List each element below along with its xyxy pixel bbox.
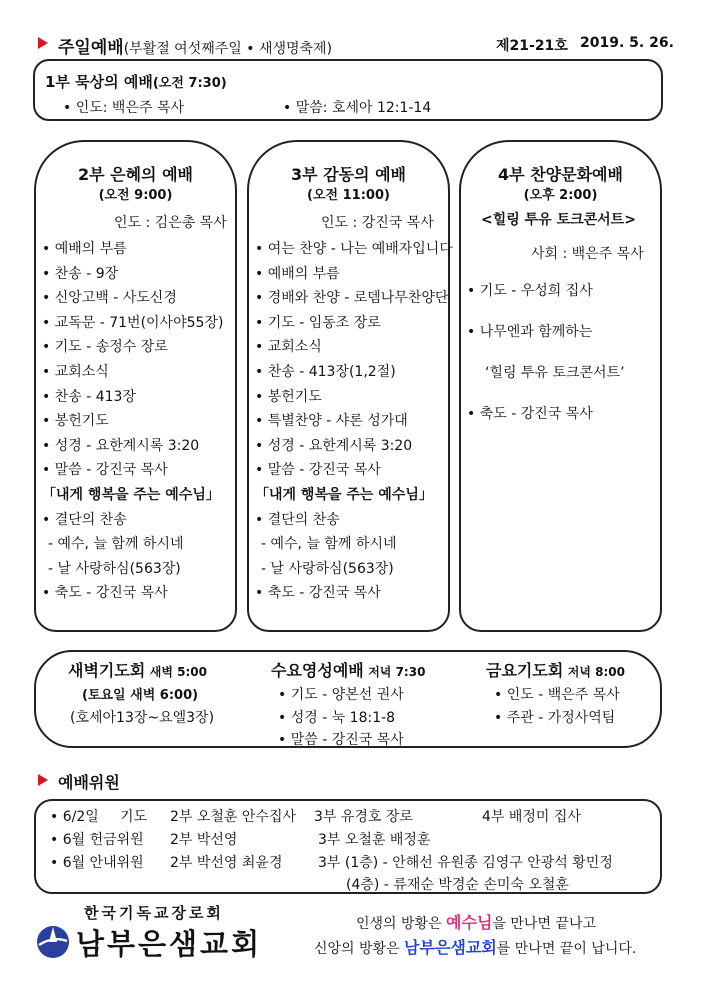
service1-leader: • 인도: 백은주 목사 [63,100,184,116]
committee-row3-c2: 2부 박선영 최윤경 [170,855,283,871]
wednesday-item: • 기도 - 양본선 권사 [278,687,404,703]
service-order-item: 「내게 행복을 주는 예수님」 [255,487,433,503]
service-order-item: • 성경 - 요한계시록 3:20 [42,437,200,454]
committee-row2-c2: 2부 박선영 [170,832,238,848]
service-order-item: • 기도 - 송정수 장로 [42,339,168,356]
title-text: 주일예배 [58,38,124,58]
wednesday-item: • 성경 - 눅 18:1-8 [278,710,396,726]
dawn-heading [68,658,207,681]
wednesday-title: 수요영성예배 [271,661,364,680]
service-order-item: • 예배의 부름 [255,265,340,282]
service3-box [247,140,453,632]
service-order-item: • 축도 - 강진국 목사 [42,585,168,602]
service-order-item: • 예배의 부름 [42,241,127,257]
service2-box [34,140,237,632]
service2-title: 2부 은혜의 예배 [77,165,193,184]
friday-item: • 주관 - 가정사역팀 [494,710,616,726]
service-order-item: • 봉헌기도 [42,413,109,430]
service4-time: (오후 2:00) [523,188,598,203]
friday-item: • 인도 - 백은주 목사 [494,687,620,703]
committee-row1-role: 기도 [120,809,148,825]
committee-row3-label: • 6월 안내위원 [50,855,144,871]
service-order-item: - 예수, 늘 함께 하시네 [261,536,397,553]
service1-time: (오전 7:30) [152,76,227,91]
friday-heading [486,658,625,681]
service-order-item: • 축도 - 강진국 목사 [255,585,381,602]
service-order-item: • 말씀 - 강진국 목사 [42,462,168,479]
service-order-item: • 봉헌기도 [255,388,322,405]
dawn-time: 새벽 5:00 [149,665,207,679]
service4-item: • 축도 - 강진국 목사 [467,406,593,422]
footer-line-2 [314,935,636,958]
footer-line2-church: 남부은샘교회 [404,938,497,957]
church-name: 남부은샘교회 [76,927,263,961]
service2-leader: 인도 : 김은총 목사 [114,215,227,231]
committee-row2-c3: 3부 오철훈 배정훈 [318,832,431,848]
service4-item: • 나무엔과 함께하는 [467,324,593,340]
wednesday-item: • 말씀 - 강진국 목사 [278,732,404,748]
service-order-item: 「내게 행복을 주는 예수님」 [42,487,220,503]
service-order-item: • 신앙고백 - 사도신경 [42,290,177,307]
committee-row2-label: • 6월 헌금위원 [50,832,144,848]
committee-row1-c2: 2부 오철훈 안수집사 [170,809,296,825]
footer-line-1 [356,910,596,933]
footer-line2-c: 를 만나면 끝이 납니다. [496,941,637,957]
service4-box [459,140,662,632]
service-order-item: • 찬송 - 9장 [42,265,119,282]
service-order-item: • 교회소식 [42,364,109,380]
service-order-item: • 성경 - 요한계시록 3:20 [255,437,413,454]
committee-heading: 예배위원 [58,773,120,792]
wednesday-time: 저녁 7:30 [368,665,426,679]
committee-row1-c4: 4부 배정미 집사 [482,809,581,825]
service-order-item: • 찬송 - 413장(1,2절) [255,364,396,380]
friday-time: 저녁 8:00 [567,665,625,679]
service1-box [33,59,663,121]
service3-time: (오전 11:00) [307,188,390,203]
friday-title: 금요기도회 [486,661,564,680]
service1-sermon: • 말씀: 호세아 12:1-14 [283,100,432,116]
service-order-item: - 날 사랑하심(563장) [48,560,181,577]
committee-row3-c4: (4층) - 류재순 박경순 손미숙 오철훈 [346,877,569,893]
service-order-item: • 결단의 찬송 [42,511,127,528]
service4-subtitle: <힐링 투유 토크콘서트> [481,212,636,228]
committee-row1-c3: 3부 유경호 장로 [314,809,413,825]
committee-box [34,799,662,894]
service-order-item: • 결단의 찬송 [255,511,340,528]
service-order-item: • 교독문 - 71번(이사야55장) [42,314,224,331]
service1-title: 1부 묵상의 예배 [45,73,153,91]
service1-heading [45,71,227,92]
issue-date: 2019. 5. 26. [580,35,674,51]
header-arrow-icon [38,37,48,49]
service4-host: 사회 : 백은주 목사 [531,246,644,262]
committee-arrow-icon [38,774,48,786]
service4-title: 4부 찬양문화예배 [498,165,623,184]
service-order-item: • 말씀 - 강진국 목사 [255,462,381,479]
service-order-item: • 경배와 찬양 - 로뎀나무찬양단 [255,290,449,307]
service-order-item: - 예수, 늘 함께 하시네 [48,536,184,553]
service3-title: 3부 감동의 예배 [290,165,406,184]
denomination-name: 한국기독교장로회 [84,904,224,922]
service3-leader: 인도 : 강진국 목사 [321,215,434,231]
service4-item: • 기도 - 우성희 집사 [467,283,593,299]
dawn-title: 새벽기도회 [68,661,146,680]
service-order-item: • 여는 찬양 - 나는 예배자입니다 [255,241,453,257]
service-order-item: • 특별찬양 - 샤론 성가대 [255,413,408,430]
service-order-item: • 찬송 - 413장 [42,388,136,405]
title-subtitle: (부활절 여섯째주일 • 새생명축제) [123,41,333,57]
service-order-item: - 날 사랑하심(563장) [261,560,394,577]
committee-row3-c3: 3부 (1층) - 안해선 유원종 김영구 안광석 황민정 [318,855,613,871]
footer-line1-a: 인생의 방황은 [356,916,447,932]
page-title [58,33,332,58]
service-order-item: • 교회소식 [255,339,322,356]
issue-number: 제21-21호 [496,38,568,54]
service-order-item: • 기도 - 임동조 장로 [255,314,381,331]
footer-line1-c: 을 만나면 끝나고 [492,916,596,932]
wednesday-heading [271,658,425,681]
church-logo-icon [36,925,70,959]
service4-item: ‘힐링 투유 토크콘서트’ [485,365,625,381]
committee-row1-label: • 6/2일 [50,809,99,825]
weekday-box [34,650,662,748]
dawn-text: (호세아13장~요엘3장) [70,710,215,726]
service2-time: (오전 9:00) [98,188,173,203]
footer-line2-a: 신앙의 방황은 [314,941,405,957]
footer-line1-jesus: 예수님 [446,913,493,932]
dawn-saturday: (토요일 새벽 6:00) [82,688,199,703]
